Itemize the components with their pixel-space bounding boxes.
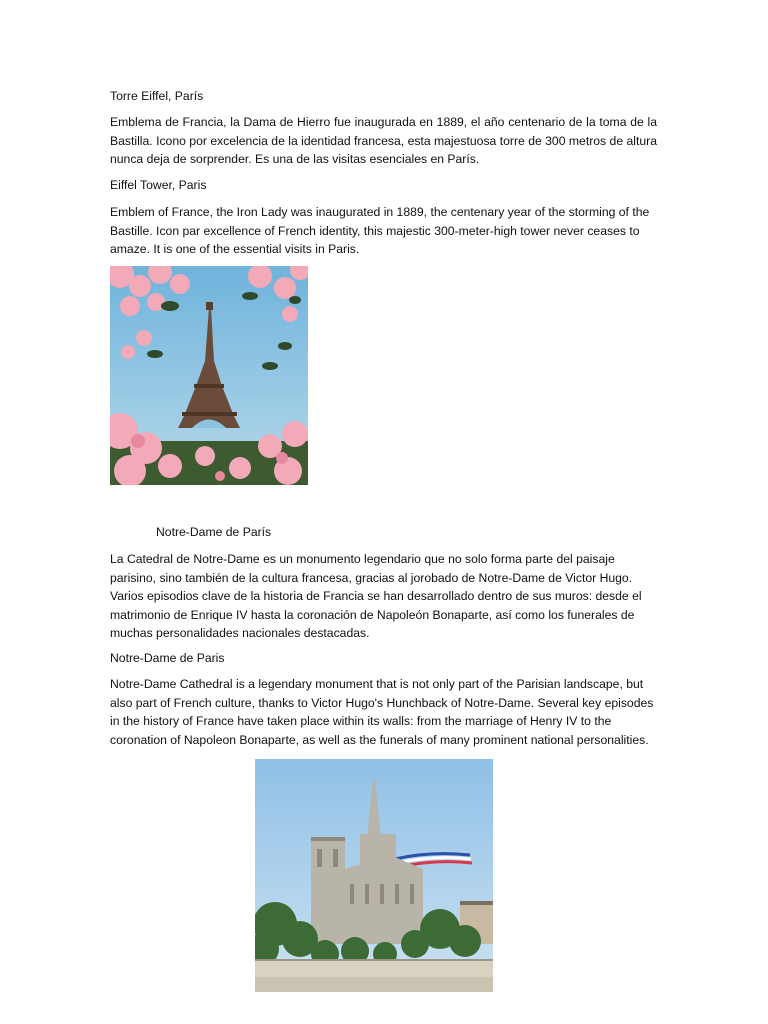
- paragraph-torre-eiffel: Emblema de Francia, la Dama de Hierro fue inaugurada en 1889, el año centenario de la toma de la Bastilla. Icono por excelencia de la identidad francesa, esta majestuosa torre de 300 metros de altura nunca deja de sorprender. Es una de las visitas esenciales en París.: [110, 115, 657, 166]
- paragraph-eiffel-tower: Emblem of France, the Iron Lady was inaugurated in 1889, the centenary year of the storming of the Bastille. Icon par excellence of French identity, this majestic 300-meter-high tower never ceases to amaze. It is one of the essential visits in Paris.: [110, 205, 650, 256]
- eiffel-tower-photo: [110, 266, 308, 485]
- paragraph-notre-dame-en: Notre-Dame Cathedral is a legendary monument that is not only part of the Parisian landscape, but also part of French culture, thanks to Victor Hugo's Hunchback of Notre-Dame. Several key episodes in the history of France have taken place within its walls: from the marriage of Henry IV to the coronation of Napoleon Bonaparte, as well as the funerals of many prominent national personalities.: [110, 677, 654, 747]
- heading-notre-dame-en: Notre-Dame de Paris: [110, 651, 225, 665]
- paragraph-notre-dame-es: La Catedral de Notre-Dame es un monumento legendario que no solo forma parte del paisaje parisino, sino también de la cultura francesa, gracias al jorobado de Notre-Dame de Victor Hugo. Varios episodios clave de la historia de Francia se han desarrollado dentro de sus muros: desde el matrimonio de Enrique IV hasta la coronación de Napoleón Bonaparte, así como los funerales de muchas personalidades nacionales destacadas.: [110, 552, 642, 640]
- heading-eiffel-tower: Eiffel Tower, Paris: [110, 178, 207, 192]
- notre-dame-photo: [255, 759, 493, 992]
- heading-notre-dame-es: Notre-Dame de París: [156, 525, 272, 539]
- heading-torre-eiffel: Torre Eiffel, París: [110, 89, 204, 103]
